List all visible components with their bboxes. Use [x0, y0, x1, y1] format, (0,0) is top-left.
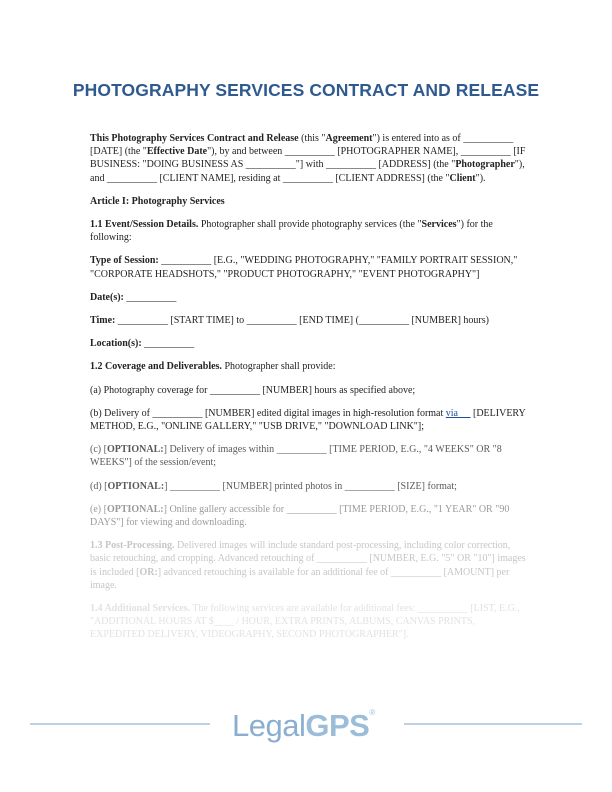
item-c-text: (c) [	[90, 444, 107, 456]
location-text: __________	[141, 338, 195, 350]
location-line	[90, 337, 530, 350]
logo-registered-mark: ®	[369, 708, 375, 717]
item-e	[90, 503, 530, 529]
footer-divider-right	[404, 723, 582, 725]
item-d	[90, 480, 530, 493]
document-body	[90, 132, 530, 652]
logo-legal: Legal	[232, 708, 306, 743]
legalgps-logo	[232, 706, 382, 746]
footer-divider-left	[30, 723, 210, 725]
dates-label: Date(s):	[90, 291, 124, 303]
item-e-optional: OPTIONAL:	[106, 503, 164, 515]
type-of-session-label: Type of Session:	[90, 255, 159, 267]
type-of-session-line	[90, 254, 530, 280]
section-1-3	[90, 539, 530, 592]
section-1-3-label: 1.3 Post-Processing.	[90, 540, 175, 552]
intro-photographer: Photographer	[455, 159, 515, 171]
time-text: __________ [START TIME] to __________ [END TIME] (__________ [NUMBER] hours)	[115, 315, 489, 327]
time-line	[90, 314, 530, 327]
item-b-text: (b) Delivery of __________ [NUMBER] edited digital images in high-resolution format	[90, 407, 446, 419]
item-a: (a) Photography coverage for __________ [NUMBER] hours as specified above;	[90, 384, 416, 396]
item-b	[90, 407, 530, 433]
section-1-1	[90, 218, 530, 244]
section-1-4-label: 1.4 Additional Services.	[90, 603, 191, 615]
item-c-text: ] Delivery of images within __________ [TIME PERIOD, E.G., "4 WEEKS" OR "8 WEEKS"] of the session/event;	[90, 444, 502, 469]
logo-gps: GPS	[305, 708, 370, 743]
item-e-text: (e) [	[90, 503, 107, 515]
intro-bold: This Photography Services Contract and Release	[90, 133, 299, 144]
item-d-text: ] __________ [NUMBER] printed photos in __________ [SIZE] format;	[164, 480, 457, 492]
document-title: PHOTOGRAPHY SERVICES CONTRACT AND RELEASE	[72, 80, 540, 100]
section-1-1-services: Services	[421, 219, 457, 231]
section-1-2	[90, 360, 530, 373]
section-1-4	[90, 602, 530, 642]
section-1-4-text: The following services are available for additional fees: __________ [LIST, E.G., "ADDITIONAL HOURS AT $____ / HOUR, EXTRA PRINTS, ALBUMS, CANVAS PRINTS, EXPEDITED DELIVERY, VIDEOGRAPHY, SECOND PHOTOGRAPHER"].	[90, 603, 520, 641]
item-e-text: ] Online gallery accessible for __________ [TIME PERIOD, E.G., "1 YEAR" OR "90 DAYS"] for viewing and downloading.	[90, 503, 510, 529]
section-1-1-text: ") for the following:	[90, 219, 493, 244]
item-c-optional: OPTIONAL:	[106, 444, 164, 456]
intro-text: (this "	[298, 133, 326, 144]
time-label: Time:	[90, 315, 116, 327]
location-label: Location(s):	[90, 338, 142, 350]
article-heading-text: Article I: Photography Services	[90, 195, 225, 207]
dates-line	[90, 291, 530, 304]
intro-agreement: Agreement	[325, 133, 373, 144]
item-c	[90, 443, 530, 469]
item-b-text: [DELIVERY METHOD, E.G., "ONLINE GALLERY," "USB DRIVE," "DOWNLOAD LINK"];	[90, 407, 526, 433]
intro-text: ").	[475, 172, 486, 184]
article-heading	[90, 195, 530, 208]
intro-text: ") is entered into as of __________ [DATE] (the "	[90, 133, 514, 158]
dates-text: __________	[123, 291, 177, 303]
section-1-3-text: Delivered images will include standard post-processing, including color correction, basic retouching, and cropping. Advanced retouching of __________ [NUMBER, E.G. "5" OR "10"] images is included [	[90, 540, 526, 578]
section-1-1-text: Photographer shall provide photography services (the "	[198, 219, 422, 231]
intro-client: Client	[449, 172, 476, 184]
item-d-optional: OPTIONAL:	[107, 480, 165, 492]
intro-paragraph	[90, 132, 530, 185]
section-1-1-label: 1.1 Event/Session Details.	[90, 219, 199, 231]
item-b-link[interactable]: via __	[445, 407, 471, 419]
intro-text: "), by and between __________ [PHOTOGRAPHER NAME], __________ [IF BUSINESS: "DOING BUSINESS AS __________"] with __________ [ADDRESS] (the "	[90, 146, 526, 171]
section-1-3-or: OR:	[139, 566, 158, 578]
intro-effective-date: Effective Date	[146, 146, 208, 158]
intro-text: "), and __________ [CLIENT NAME], residing at __________ [CLIENT ADDRESS] (the "	[90, 159, 525, 184]
type-of-session-text: __________ [E.G., "WEDDING PHOTOGRAPHY," "FAMILY PORTRAIT SESSION," "CORPORATE HEADSHOTS," "PRODUCT PHOTOGRAPHY," "EVENT PHOTOGRAPHY"]	[90, 255, 518, 280]
section-1-3-text: ] advanced retouching is available for an additional fee of __________ [AMOUNT] per image.	[90, 566, 510, 591]
item-d-text: (d) [	[90, 480, 108, 492]
section-1-2-text: Photographer shall provide:	[221, 361, 336, 373]
section-1-2-label: 1.2 Coverage and Deliverables.	[90, 361, 222, 373]
